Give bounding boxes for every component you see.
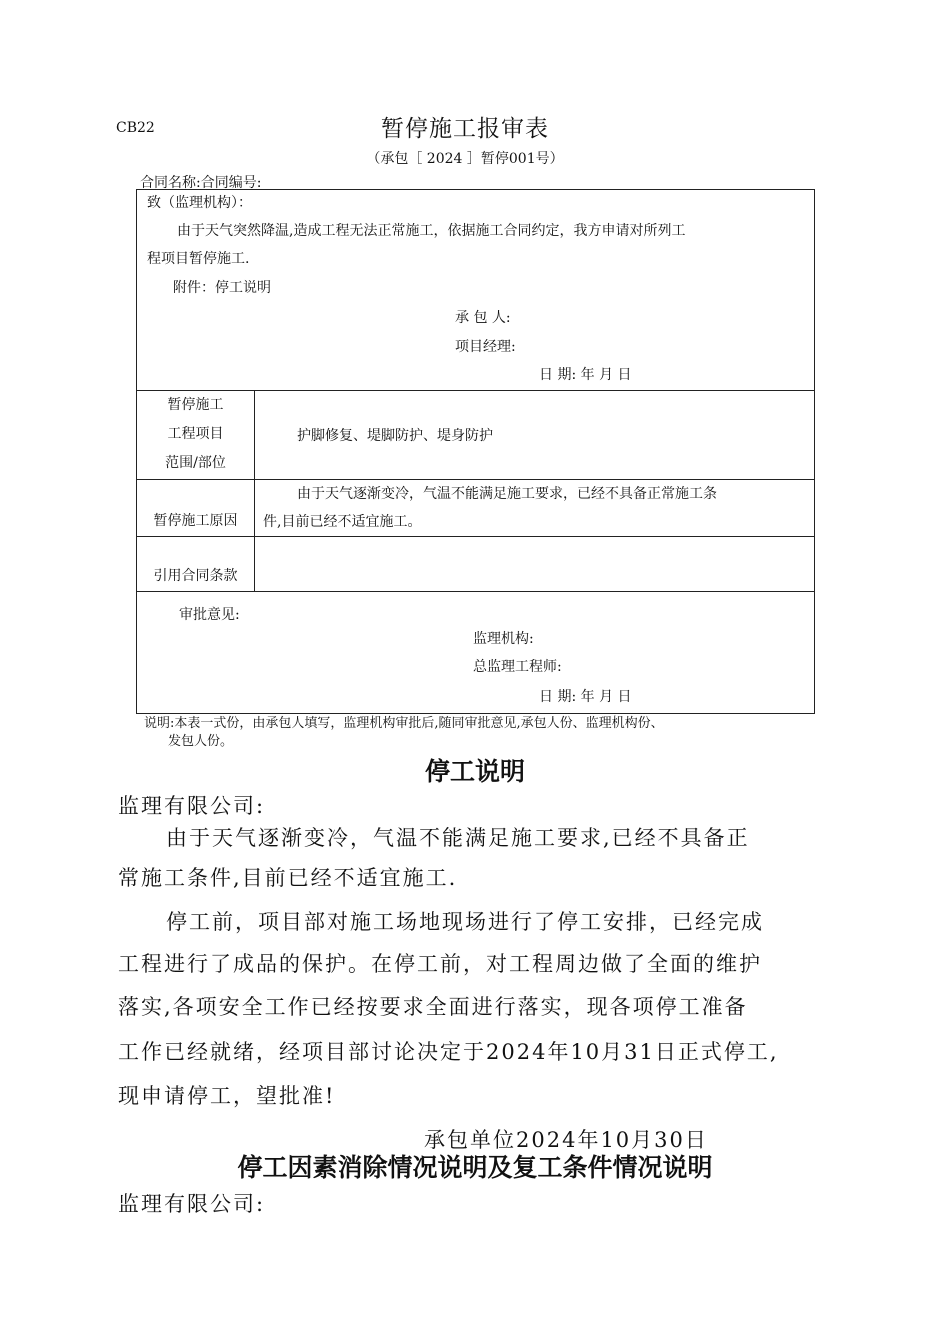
scope-label-line: 暂停施工 — [167, 397, 224, 413]
form-number: （承包［ 2024 ］暂停001号） — [366, 151, 564, 167]
request-cell — [137, 190, 815, 391]
scope-value: 护脚修复、堤脚防护、堤身防护 — [255, 391, 815, 480]
stop-notice-line: 现申请停工，望批准! — [118, 1084, 336, 1108]
stop-notice-title: 停工说明 — [424, 757, 525, 786]
approval-cell — [137, 592, 815, 714]
clause-label: 引用合同条款 — [137, 537, 255, 592]
stop-notice-line: 由于天气逐渐变冷，气温不能满足施工要求,已经不具备正 — [166, 826, 750, 850]
request-text-1: 由于天气突然降温,造成工程无法正常施工，依据施工合同约定，我方申请对所列工 — [177, 223, 686, 239]
form-note — [144, 715, 844, 751]
contract-line: 合同名称:合同编号: — [140, 175, 262, 191]
resume-notice-title: 停工因素消除情况说明及复工条件情况说明 — [237, 1153, 713, 1182]
approval-date: 日 期: 年 月 日 — [539, 689, 632, 705]
form-code: CB22 — [116, 120, 155, 136]
addressee: 致（监理机构）： — [147, 195, 252, 211]
stop-notice-signature: 承包单位2024年10月30日 — [424, 1128, 708, 1152]
manager-label: 项目经理: — [455, 339, 516, 355]
reason-text-1: 由于天气逐渐变冷，气温不能满足施工要求，已经不具备正常施工条 — [297, 486, 717, 502]
resume-notice-salutation: 监理有限公司: — [118, 1192, 266, 1216]
scope-label-line: 工程项目 — [167, 426, 224, 442]
stop-notice-line: 落实,各项安全工作已经按要求全面进行落实，现各项停工准备 — [118, 995, 748, 1019]
reason-label: 暂停施工原因 — [137, 480, 255, 537]
reason-text-2: 件,目前已经不适宜施工。 — [263, 514, 422, 530]
approval-label: 审批意见: — [179, 607, 240, 623]
stop-notice-line: 工作已经就绪，经项目部讨论决定于2024年10月31日正式停工, — [118, 1040, 779, 1064]
stop-notice-line: 工程进行了成品的保护。在停工前，对工程周边做了全面的维护 — [118, 952, 762, 976]
contractor-label: 承 包 人: — [455, 310, 511, 326]
request-text-2: 程项目暂停施工. — [147, 251, 250, 267]
form-title: 暂停施工报审表 — [381, 116, 549, 142]
application-table — [136, 189, 815, 714]
stop-notice-line: 常施工条件,目前已经不适宜施工. — [118, 866, 458, 890]
stop-notice-line: 停工前，项目部对施工场地现场进行了停工安排，已经完成 — [166, 910, 764, 934]
clause-value — [255, 537, 815, 592]
note-line: 发包人份。 — [168, 734, 234, 749]
supervisor-label: 监理机构: — [473, 631, 534, 647]
date-label: 日 期: 年 月 日 — [539, 367, 632, 383]
scope-label-line: 范围/部位 — [165, 455, 226, 471]
reason-value — [255, 480, 815, 537]
note-line: 说明:本表一式份，由承包人填写，监理机构审批后,随同审批意见,承包人份、监理机构份、 — [144, 716, 664, 731]
scope-label — [137, 391, 255, 480]
attachment: 附件：停工说明 — [173, 280, 271, 296]
chief-engineer-label: 总监理工程师: — [473, 659, 562, 675]
stop-notice-salutation: 监理有限公司: — [118, 794, 266, 818]
